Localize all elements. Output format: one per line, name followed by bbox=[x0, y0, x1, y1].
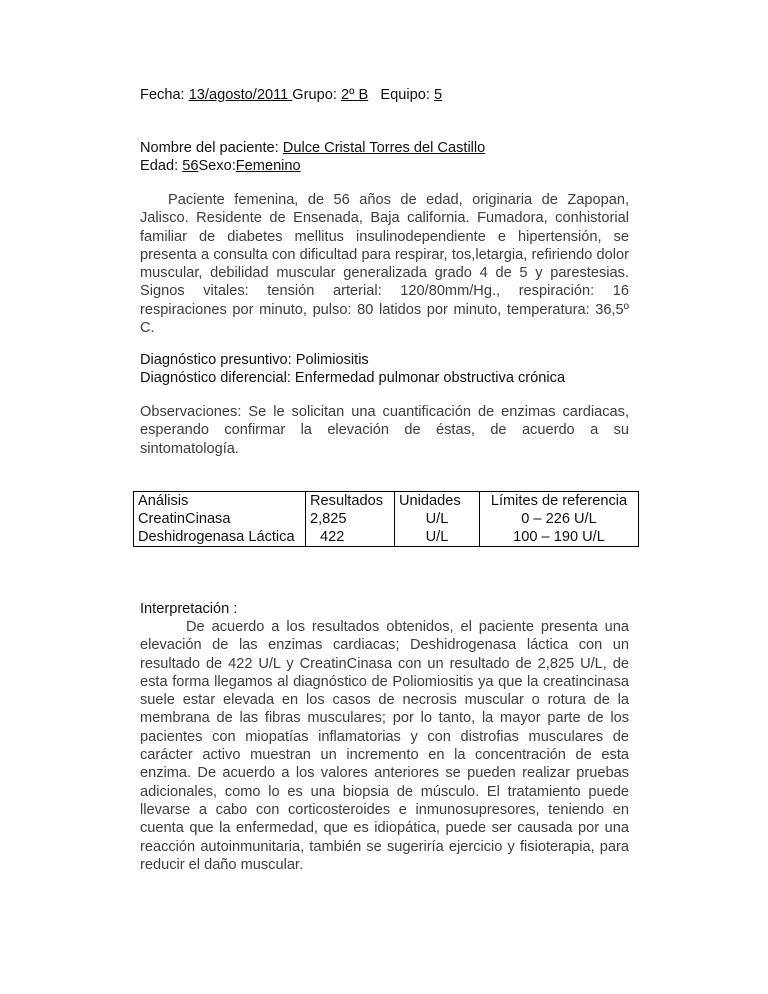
grupo-value: 2º B bbox=[340, 87, 369, 103]
patient-name-line bbox=[140, 139, 485, 157]
cell-analisis: CreatinCinasa bbox=[134, 510, 306, 528]
diagnosis-presumptive: Diagnóstico presuntivo: Polimiositis bbox=[140, 352, 369, 368]
sexo-value: Femenino bbox=[235, 158, 301, 174]
fecha-value: 13/agosto/2011 bbox=[188, 87, 293, 103]
patient-age-sex-line bbox=[140, 157, 301, 175]
equipo-label: Equipo: bbox=[380, 87, 430, 103]
edad-label: Edad: bbox=[140, 158, 179, 174]
clinical-history bbox=[140, 191, 629, 337]
cell-unidades: U/L bbox=[395, 510, 480, 528]
interpretation-text: De acuerdo a los resultados obtenidos, el paciente presenta una elevación de las enzimas cardiacas; Deshidrogenasa láctica con un resultado de 422 U/L y CreatinCinasa con un resultado de 2,825 U/L, de esta forma llegamos al diagnóstico de Poliomiositis ya que la creatincinasa suele estar elevada en los casos de necrosis muscular o rotura de la membrana de las fibras musculares; por lo tanto, la mayor parte de los pacientes con miopatías inflamatorias y con distrofias musculares de carácter activo muestran un incremento en la concentración de esta enzima. De acuerdo a los valores anteriores se pueden realizar pruebas adicionales, como lo es una biopsia de músculo. El tratamiento puede llevarse a cabo con corticosteroides e inmunosupresores, teniendo en cuenta que la enfermedad, que es idiopática, puede ser causada por una reacción autoinmunitaria, también se sugeriría ejercicio y fisioterapia, para reducir el daño muscular. bbox=[140, 619, 629, 873]
sexo-label: Sexo: bbox=[198, 158, 236, 174]
equipo-value: 5 bbox=[433, 87, 443, 103]
fecha-label: Fecha: bbox=[140, 87, 185, 103]
cell-limites: 0 – 226 U/L bbox=[480, 510, 639, 528]
cell-resultado: 2,825 bbox=[306, 510, 395, 528]
header-limites: Límites de referencia bbox=[480, 492, 639, 511]
observations-text: Observaciones: Se le solicitan una cuantificación de enzimas cardiacas, esperando confirmar la elevación de éstas, de acuerdo a su sintomatología. bbox=[140, 404, 629, 457]
observations bbox=[140, 403, 629, 458]
table-row bbox=[134, 510, 639, 528]
header-unidades: Unidades bbox=[395, 492, 480, 511]
results-table bbox=[133, 491, 639, 547]
cell-limites: 100 – 190 U/L bbox=[480, 528, 639, 547]
diagnosis-differential: Diagnóstico diferencial: Enfermedad pulmonar obstructiva crónica bbox=[140, 370, 566, 386]
clinical-history-text: Paciente femenina, de 56 años de edad, originaria de Zapopan, Jalisco. Residente de Ensenada, Baja california. Fumadora, conhistorial familiar de diabetes mellitus insulinodependiente e hipertensión, se presenta a consulta con dificultad para respirar, tos,letargia, refiriendo dolor muscular, debilidad muscular generalizada grado 4 de 5 y parestesias. Signos vitales: tensión arterial: 120/80mm/Hg., respiración: 16 respiraciones por minuto, pulso: 80 latidos por minuto, temperatura: 36,5º C. bbox=[140, 192, 629, 337]
grupo-label: Grupo: bbox=[292, 87, 337, 103]
header-resultados: Resultados bbox=[306, 492, 395, 511]
header-analisis: Análisis bbox=[134, 492, 306, 511]
cell-analisis: Deshidrogenasa Láctica bbox=[134, 528, 306, 547]
nombre-label: Nombre del paciente: bbox=[140, 140, 279, 156]
header-line bbox=[140, 86, 442, 104]
table-header-row bbox=[134, 492, 639, 511]
cell-unidades: U/L bbox=[395, 528, 480, 547]
interpretation bbox=[140, 618, 629, 874]
table-row bbox=[134, 528, 639, 547]
edad-value: 56 bbox=[182, 158, 199, 174]
cell-resultado: 422 bbox=[306, 528, 395, 547]
interpretation-title: Interpretación : bbox=[140, 601, 238, 617]
nombre-value: Dulce Cristal Torres del Castillo bbox=[282, 140, 486, 156]
